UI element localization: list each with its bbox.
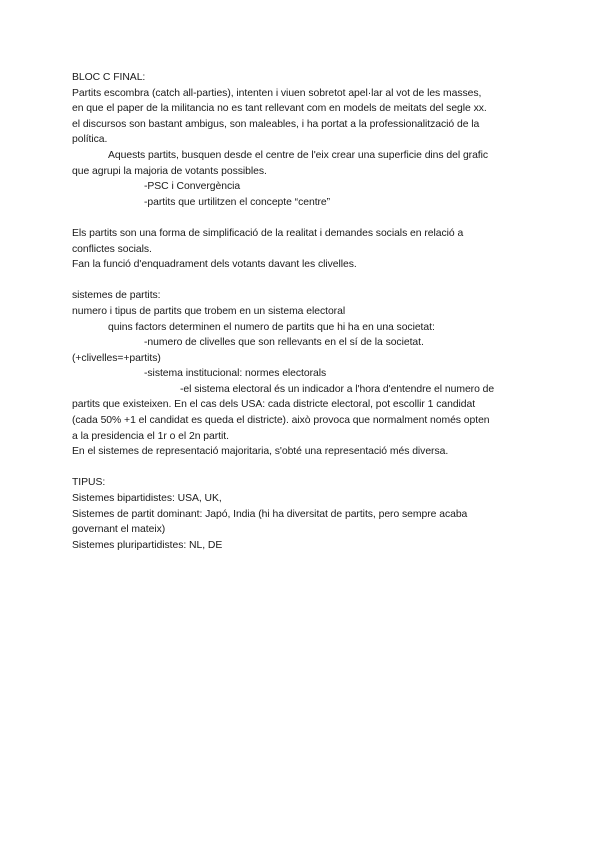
paragraph-line: Sistemes de partit dominant: Japó, India (hi ha diversitat de partits, pero sempre acaba <box>72 508 468 520</box>
paragraph-line: Fan la funció d'enquadrament dels votants davant les clivelles. <box>72 259 357 271</box>
paragraph-line: Sistemes bipartidistes: USA, UK, <box>72 493 222 505</box>
paragraph-line: quins factors determinen el numero de partits que hi ha en una societat: <box>108 321 435 333</box>
paragraph-line: numero i tipus de partits que trobem en un sistema electoral <box>72 305 346 317</box>
section-title: TIPUS: <box>72 477 106 489</box>
paragraph-line: el discursos son bastant ambigus, son maleables, i ha portat a la professionalització de la <box>72 118 480 130</box>
paragraph-line: conflictes socials. <box>72 243 152 255</box>
blank-line <box>72 210 532 226</box>
paragraph-line: partits que existeixen. En el cas dels USA: cada districte electoral, pot escollir 1 candidat <box>72 399 476 411</box>
paragraph-line: -numero de clivelles que son rellevants en el sí de la societat. <box>144 337 424 349</box>
paragraph-line: governant el mateix) <box>72 524 166 536</box>
blank-line <box>72 460 532 476</box>
document-body <box>72 70 532 553</box>
list-item: -PSC i Convergència <box>144 181 241 193</box>
paragraph-line: política. <box>72 134 108 146</box>
paragraph-line: que agrupi la majoria de votants possibles. <box>72 165 267 177</box>
paragraph-line: (+clivelles=+partits) <box>72 352 161 364</box>
paragraph-line: a la presidencia el 1r o el 2n partit. <box>72 430 229 442</box>
paragraph-line: En el sistemes de representació majoritaria, s'obté una representació més diversa. <box>72 446 449 458</box>
paragraph-line: Sistemes pluripartidistes: NL, DE <box>72 539 223 551</box>
blank-line <box>72 273 532 289</box>
paragraph-line: Partits escombra (catch all-parties), intenten i viuen sobretot apel·lar al vot de les masses, <box>72 87 482 99</box>
paragraph-line: Aquests partits, busquen desde el centre de l'eix crear una superficie dins del grafic <box>108 149 489 161</box>
list-item: -partits que urtilitzen el concepte “centre” <box>144 196 331 208</box>
paragraph-line: (cada 50% +1 el candidat es queda el districte). això provoca que normalment només opten <box>72 415 490 427</box>
paragraph-line: Els partits son una forma de simplificació de la realitat i demandes socials en relació a <box>72 227 464 239</box>
paragraph-line: -el sistema electoral és un indicador a l'hora d'entendre el numero de <box>180 383 495 395</box>
paragraph-line: en que el paper de la militancia no es tant rellevant com en models de meitats del segle xx. <box>72 103 487 115</box>
section-heading: BLOC C FINAL: <box>72 72 146 83</box>
section-title: sistemes de partits: <box>72 290 161 302</box>
paragraph-line: -sistema institucional: normes electorals <box>144 368 327 380</box>
